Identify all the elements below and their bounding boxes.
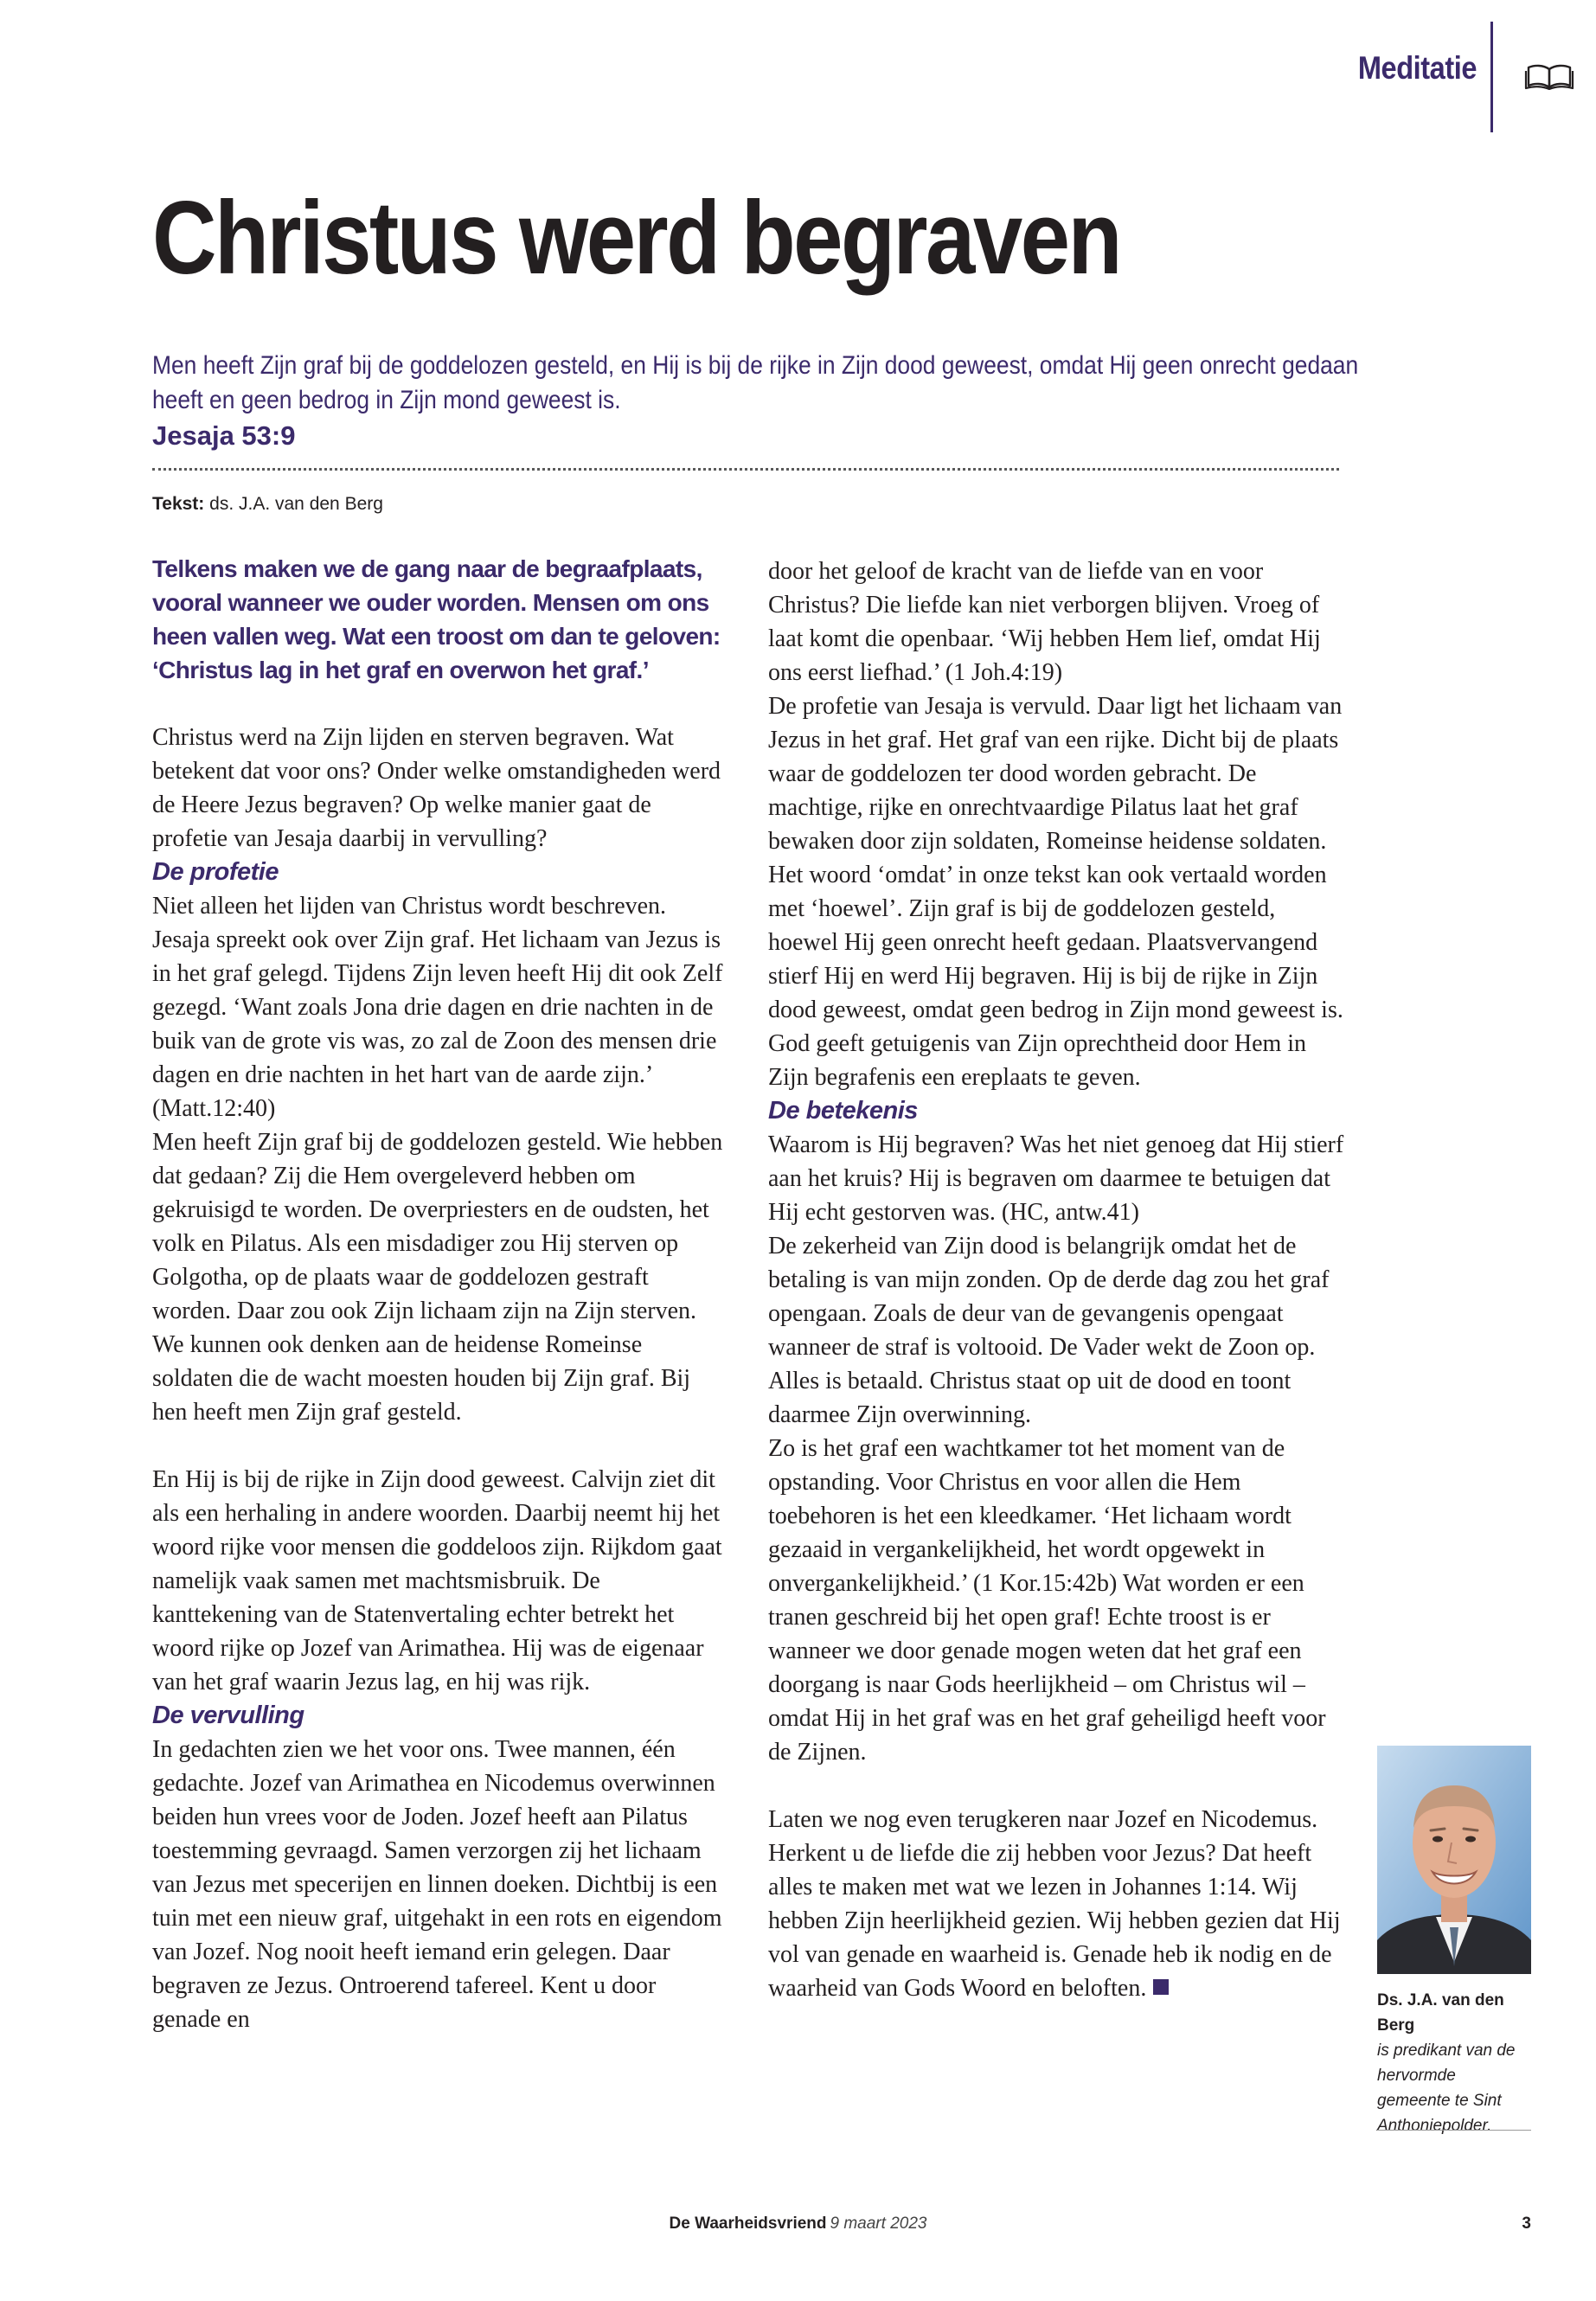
author-role: is predikant van de hervormde gemeente te Sint Anthoniepolder.	[1377, 2041, 1516, 2135]
article-column-left	[152, 552, 723, 2036]
author-name: Ds. J.A. van den Berg	[1377, 1991, 1504, 2035]
intro-paragraph: Telkens maken we de gang naar de begraafplaats, vooral wanneer we ouder worden. Mensen om ons heen vallen weg. Wat een troost om dan te geloven: ‘Christus lag in het graf en overwon het graf.’	[152, 555, 721, 683]
end-of-article-mark	[1153, 1979, 1169, 1995]
body-paragraph: Zo is het graf een wachtkamer tot het moment van de opstanding. Voor Christus en voor allen die Hem toebehoren is het een kleedkamer. ‘Het lichaam wordt gezaaid in vergankelijkheid, het wordt opgewekt in onvergankelijkheid.’ (1 Kor.15:42b) Wat worden er een tranen geschreid bij het open graf! Echte troost is er wanneer we door genade mogen weten dat het graf een doorgang is naar Gods heerlijkheid – om Christus wil – omdat Hij in het graf was en het graf geheiligd heeft voor de Zijnen.	[768, 1435, 1326, 1766]
byline-label: Tekst:	[152, 494, 205, 514]
body-paragraph: Christus werd na Zijn lijden en sterven begraven. Wat betekent dat voor ons? Onder welke omstandigheden werd de Heere Jezus begraven? Op welke manier gaat de profetie van Jesaja daarbij in vervulling?	[152, 724, 721, 852]
author-portrait	[1377, 1746, 1531, 1974]
closing-text: Laten we nog even terugkeren naar Jozef en Nicodemus. Herkent u de liefde die zij hebben voor Jezus? Dat heeft alles te maken met wat we lezen in Johannes 1:14. Wij hebben Zijn heerlijkheid gezien. Wij hebben gezien dat Hij vol van genade en waarheid is. Genade heb ik nodig en de waarheid van Gods Woord en beloften.	[768, 1806, 1341, 2002]
body-paragraph: En Hij is bij de rijke in Zijn dood geweest. Calvijn ziet dit als een herhaling in andere woorden. Daarbij neemt hij het woord rijke voor mensen die goddeloos zijn. Rijkdom gaat namelijk vaak samen met machtsmisbruik. De kanttekening van de Statenvertaling echter betrekt het woord rijke op Jozef van Arimathea. Hij was de eigenaar van het graf waarin Jezus lag, en hij was rijk.	[152, 1466, 722, 1695]
caption-divider	[1377, 2130, 1531, 2131]
issue-date: 9 maart 2023	[830, 2214, 927, 2233]
byline-author: ds. J.A. van den Berg	[209, 494, 383, 514]
subheading-betekenis: De betekenis	[768, 1097, 918, 1125]
page-footer	[0, 2213, 1596, 2235]
subheading-profetie: De profetie	[152, 858, 279, 886]
body-paragraph: Niet alleen het lijden van Christus wordt beschreven. Jesaja spreekt ook over Zijn graf. Het lichaam van Jezus is in het graf gelegd. Tijdens Zijn leven heeft Hij dit ook Zelf gezegd. ‘Want zoals Jona drie dagen en drie nachten in de buik van de grote vis was, zo zal de Zoon des mensen drie dagen en drie nachten in het hart van de aarde zijn.’ (Matt.12:40)	[152, 893, 723, 1122]
article-title: Christus werd begraven	[152, 180, 1120, 296]
body-paragraph: Waarom is Hij begraven? Was het niet genoeg dat Hij stierf aan het kruis? Hij is begraven om daarmee te betuigen dat Hij echt gestorven was. (HC, antw.41)	[768, 1131, 1344, 1226]
section-label: Meditatie	[1357, 50, 1477, 86]
byline	[152, 492, 758, 516]
author-caption	[1377, 1988, 1531, 2138]
page-number: 3	[1522, 2214, 1531, 2233]
body-paragraph: door het geloof de kracht van de liefde van en voor Christus? Die liefde kan niet verborgen blijven. Vroeg of laat komt die openbaar. ‘Wij hebben Hem lief, omdat Hij ons eerst liefhad.’ (1 Joh.4:19)	[768, 558, 1321, 686]
scripture-quote: Men heeft Zijn graf bij de goddelozen gesteld, en Hij is bij de rijke in Zijn dood geweest, omdat Hij geen onrecht gedaan heeft en geen bedrog in Zijn mond geweest is.	[152, 351, 1359, 414]
body-paragraph: De profetie van Jesaja is vervuld. Daar ligt het lichaam van Jezus in het graf. Het graf van een rijke. Dicht bij de plaats waar de goddelozen ter dood worden gebracht. De machtige, rijke en onrechtvaardige Pilatus laat het graf bewaken door zijn soldaten, Romeinse heidense soldaten.	[768, 693, 1343, 855]
open-book-icon	[1524, 62, 1574, 90]
body-paragraph: Het woord ‘omdat’ in onze tekst kan ook vertaald worden met ‘hoewel’. Zijn graf is bij de goddelozen gesteld, hoewel Hij geen onrecht heeft gedaan. Plaatsvervangend stierf Hij en werd Hij begraven. Hij is bij de rijke in Zijn dood geweest, omdat geen bedrog in Zijn mond geweest is. God geeft getuigenis van Zijn oprechtheid door Hem in Zijn begrafenis een ereplaats te geven.	[768, 862, 1343, 1091]
author-photo	[1377, 1746, 1531, 1974]
scripture-reference: Jesaja 53:9	[152, 420, 296, 451]
body-paragraph: Men heeft Zijn graf bij de goddelozen gesteld. Wie hebben dat gedaan? Zij die Hem overgeleverd hebben om gekruisigd te worden. De overpriesters en de oudsten, het volk en Pilatus. Als een misdadiger zou Hij sterven op Golgotha, op de plaats waar de goddelozen gestraft worden. Daar zou ook Zijn lichaam zijn na Zijn sterven. We kunnen ook denken aan de heidense Romeinse soldaten die de wacht moesten houden bij Zijn graf. Bij hen heeft men Zijn graf gesteld.	[152, 1129, 723, 1426]
subheading-vervulling: De vervulling	[152, 1702, 304, 1729]
body-paragraph: De zekerheid van Zijn dood is belangrijk omdat het de betaling is van mijn zonden. Op de derde dag zou het graf opengaan. Zoals de deur van de gevangenis opengaat wanneer de straf is voltooid. De Vader wekt de Zoon op. Alles is betaald. Christus staat op uit de dood en toont daarmee Zijn overwinning.	[768, 1233, 1330, 1428]
article-column-right	[768, 554, 1349, 2005]
closing-paragraph	[768, 1803, 1349, 2005]
publication-name: De Waarheidsvriend	[669, 2214, 827, 2233]
body-paragraph: In gedachten zien we het voor ons. Twee mannen, één gedachte. Jozef van Arimathea en Nicodemus overwinnen beiden hun vrees voor de Joden. Jozef heeft aan Pilatus toestemming gevraagd. Samen verzorgen zij het lichaam van Jezus met specerijen en linnen doeken. Dichtbij is een tuin met een nieuw graf, uitgehakt in een rots en eigendom van Jozef. Nog nooit heeft iemand erin gelegen. Daar begraven ze Jezus. Ontroerend tafereel. Kent u door genade en	[152, 1736, 722, 2033]
dotted-divider	[152, 468, 1339, 471]
section-divider	[1490, 22, 1493, 132]
